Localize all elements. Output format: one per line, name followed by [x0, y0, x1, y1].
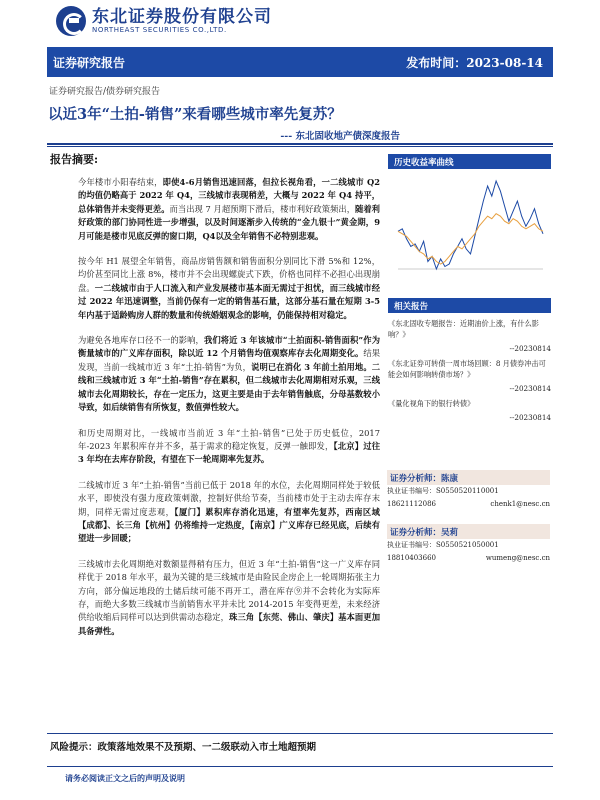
- report-banner: [47, 47, 553, 77]
- cert-label: 执业证书编号：: [387, 487, 436, 495]
- yield-line-chart: [388, 171, 551, 281]
- summary-paragraph: [78, 176, 380, 243]
- company-name-en: NORTHEAST SECURITIES CO.,LTD.: [92, 25, 227, 34]
- title-divider: [47, 143, 553, 145]
- emphasis-text: 说明已在消化 3 年前土拍用地。二线和三线城市近 3 年“土拍-销售”存在累积，但二线城市去化周期相对乐观，三线城市去化周期较长，存在一定压力，这更主要是由于去年销售触底，分母基数较小导致，如后续销售有所恢复，数值弹性较大。: [78, 361, 380, 413]
- chart-title: 历史收益率曲线: [388, 154, 551, 169]
- analyst-email[interactable]: chenk1@nesc.cn: [490, 500, 550, 508]
- emphasis-text: 【厦门】累积库存消化迅速，有望率先复苏，西南区域【成都】、长三角【杭州】仍将维持一定热度，【南京】广义库存已经见底，后续有望进一步回暖；: [78, 506, 380, 544]
- emphasis-text: 一二线城市由于人口流入和产业发展楼市基本面无需过于担忧，而三线城市经过 2022 年迅速调整，当前仍保有一定的销售基石量，这部分基石量在短期 3-5 年内基于适龄购房人群的数量和传统婚姻观念的影响，仍能保持相对稳定。: [78, 282, 380, 320]
- related-report-date: --20230814: [509, 384, 551, 393]
- summary-paragraph: [78, 558, 380, 638]
- publish-date: 发布时间：2023-08-14: [406, 55, 543, 70]
- body-text: 今年楼市小阳春结束，: [78, 177, 163, 187]
- analyst-contact: [387, 498, 550, 511]
- emphasis-text: 随着利好政策的部门协同性进一步增强，以及时间逐渐步入传统的“金九银十”黄金期，9月可能是楼市见底反弹的窗口期，Q4以及全年销售不必特别悲观。: [78, 203, 380, 241]
- series-line-1: [398, 214, 543, 264]
- report-subtitle: --- 东北固收地产债深度报告: [280, 131, 400, 142]
- analyst-card-2: [387, 524, 550, 565]
- body-text: 二线城市近 3 年“土拍-销售”当前已低于 2018 年的水位，去化周期同样处于较低水平，即使没有强力度政策刺激，控制好供给节奏，当前楼市处于主动去库存末期，同样无需过度悲观，: [78, 479, 380, 517]
- analyst-heading: 证券分析师：吴莉: [387, 524, 550, 539]
- analyst-heading: 证券分析师：陈康: [387, 470, 550, 485]
- related-reports-title: 相关报告: [388, 298, 551, 313]
- related-report-date: --20230814: [509, 413, 551, 422]
- breadcrumb: 证券研究报告/债券研究报告: [49, 87, 161, 97]
- report-type-label: 证券研究报告: [53, 55, 126, 70]
- body-text: 为避免各地库存口径不一的影响，: [78, 335, 204, 346]
- related-reports-panel: [388, 298, 551, 422]
- analyst-email[interactable]: wumeng@nesc.cn: [485, 554, 550, 562]
- analyst-contact: [387, 552, 550, 565]
- risk-warning: 风险提示：政策落地效果不及预期、一二级联动入市土地超预期: [50, 742, 317, 753]
- related-report-text: 《东北证券可转债一周市场回顾：8 月债券冲击可能会如何影响转债市场？》: [388, 359, 546, 379]
- body-text: 三线城市去化周期绝对数额显得稍有压力，但近 3 年“土拍-销售”这一广义库存同样优于 2018 年水平，最为关键的是三线城市是由险民企房企上一轮周期拓张主力方向，部分偏远地段的土储后续可能不再开工，潜在库存⑨并不会转化为实际库存，而绝大多数三线城市当前销售水平并未比 2014-2015 年变得更差，未来经济供给收缩后同样可以达到供需动态稳定，: [78, 558, 380, 623]
- summary-paragraph: [78, 334, 380, 414]
- analyst-cert: [387, 485, 550, 498]
- related-report-text: 《东北固收专题报告：近期油价上涨，有什么影响？》: [388, 319, 539, 339]
- analyst-phone: 18810403660: [387, 554, 436, 562]
- title-divider-thin: [47, 146, 553, 147]
- report-title: 以近3年“土拍-销售”来看哪些城市率先复苏？: [48, 106, 342, 123]
- body-text: 而当出现 7 月超预期下滑后，楼市利好政策频出，: [169, 203, 356, 214]
- related-report-item[interactable]: [388, 358, 551, 393]
- related-report-text: 《量化视角下的银行转债》: [388, 399, 475, 408]
- emphasis-text: 即使4-6月销售迅速回落，但拉长视角看，一二线城市 Q2 的均值仍略高于 2022 年 Q4，三线城市表现稍差，大概与 2022 年 Q4 持平，总体销售并未变得更差。: [78, 177, 380, 214]
- summary-body: [78, 176, 380, 650]
- emphasis-text: 【北京】过往 3 年均在去库存阶段，有望在下一轮周期率先复苏。: [78, 440, 380, 465]
- summary-paragraph: [78, 255, 380, 322]
- footer-divider: [47, 766, 553, 767]
- body-text: 按今年 H1 展望全年销售，商品房销售额和销售面积分别同比下滑 5%和 12%，均价甚至同比上涨 8%，楼市并不会出现螺旋式下跌，价格也同样不必担心出现崩盘。: [78, 256, 380, 293]
- related-report-item[interactable]: [388, 398, 551, 422]
- emphasis-text: 我们将近 3 年该城市“土拍面积-销售面积”作为衡量城市的广义库存面积，除以近 12 个月销售均值观察库存去化周期变化。: [78, 335, 380, 359]
- analyst-cert: [387, 539, 550, 552]
- company-logo: [56, 4, 272, 38]
- body-text: 和历史周期对比，一线城市当前近 3 年“土拍-销售”已处于历史低位，2017 年-2023 年累积库存并不多，基于需求的稳定恢复，反弹一触即发，: [78, 427, 380, 451]
- related-report-item[interactable]: [388, 318, 551, 353]
- analyst-card-1: [387, 470, 550, 511]
- risk-divider: [47, 733, 553, 734]
- summary-paragraph: [78, 427, 380, 467]
- body-text: 结果发现，当前一线城市近 3 年“土拍-销售”为负，: [78, 348, 380, 372]
- yield-chart-panel: [388, 154, 551, 281]
- cert-label: 执业证书编号：: [387, 541, 436, 549]
- emphasis-text: 珠三角【东莞、佛山、肇庆】基本面更加具备弹性。: [78, 612, 380, 636]
- related-report-date: --20230814: [509, 344, 551, 353]
- analyst-phone: 18621112086: [387, 500, 436, 508]
- summary-heading: 报告摘要:: [50, 153, 99, 166]
- company-logo-icon: [56, 6, 86, 36]
- summary-paragraph: [78, 479, 380, 546]
- footer-disclaimer: 请务必阅读正文之后的声明及说明: [65, 773, 185, 783]
- cert-number: S0550521050001: [436, 541, 499, 549]
- company-name-cn: 东北证券股份有限公司: [92, 6, 272, 27]
- cert-number: S0550520110001: [436, 487, 499, 495]
